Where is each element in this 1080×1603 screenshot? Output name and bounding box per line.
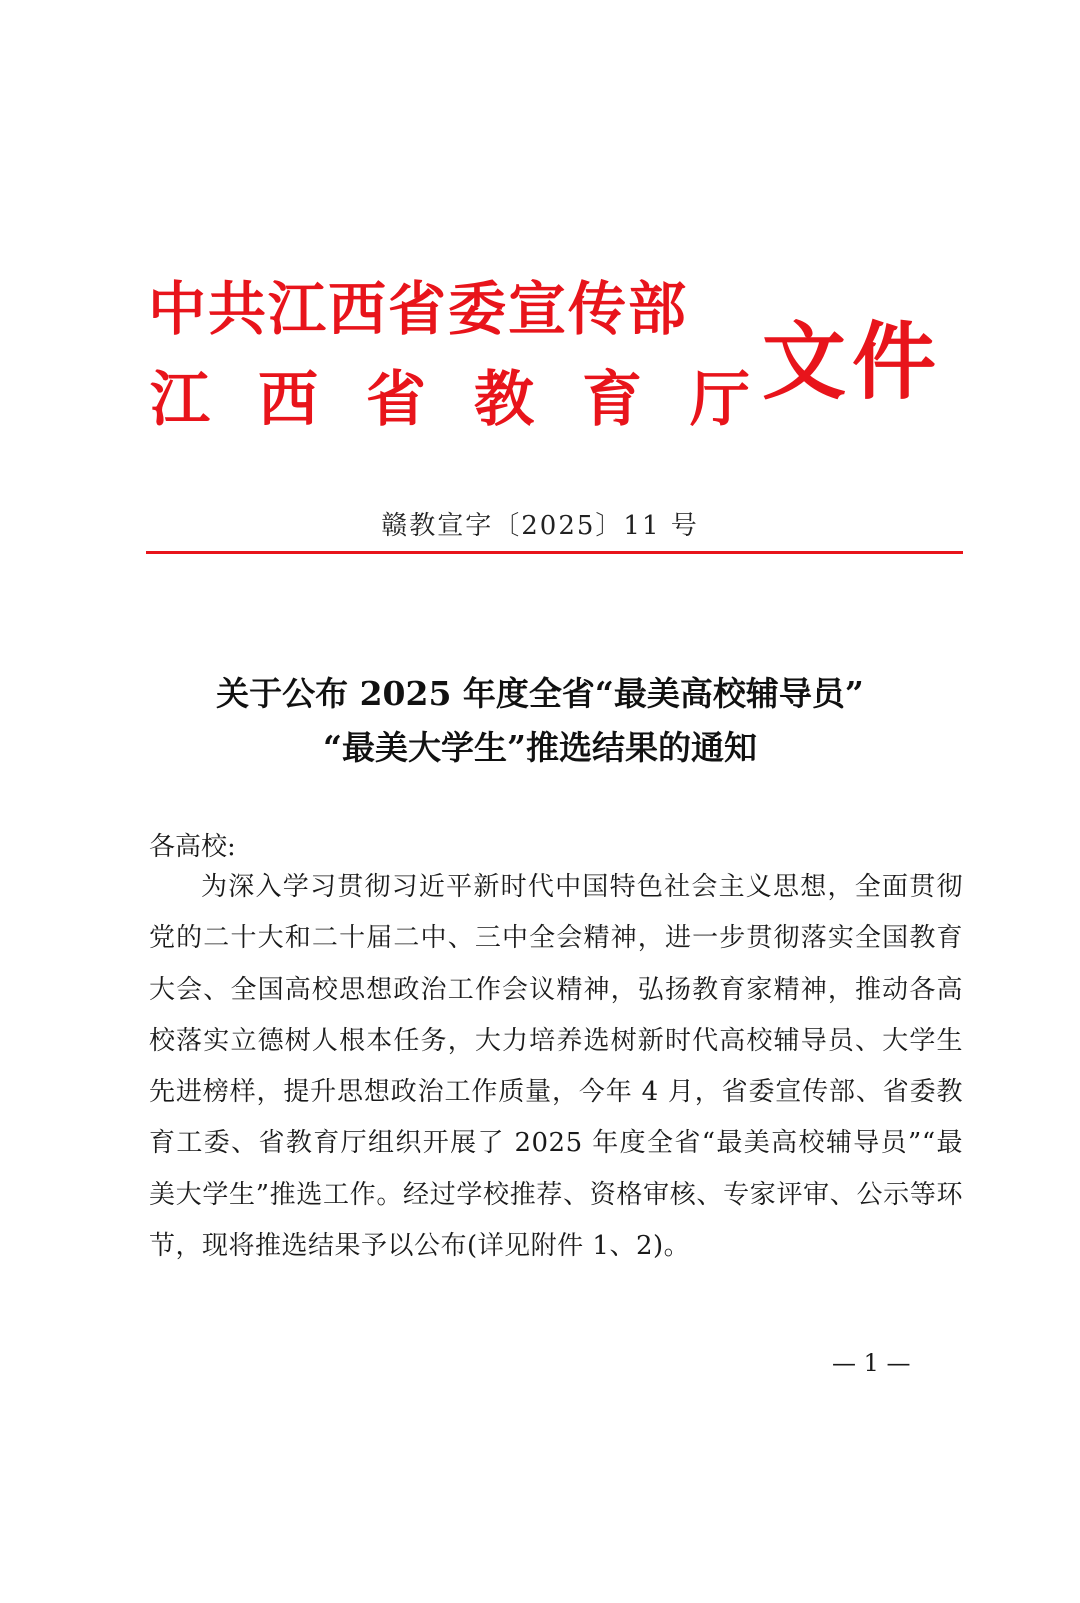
page-number: — 1 — bbox=[832, 1349, 911, 1377]
body-paragraph: 为深入学习贯彻习近平新时代中国特色社会主义思想，全面贯彻党的二十大和二十届二中、三中全会精神，进一步贯彻落实全国教育大会、全国高校思想政治工作会议精神，弘扬教育家精神，推动各高校落实立德树人根本任务，大力培养选树新时代高校辅导员、大学生先进榜样，提升思想政治工作质量，今年 4 月，省委宣传部、省委教育工委、省教育厅组织开展了 2025 年度全省“最美高校辅导员”“最美大学生”推选工作。经过学校推荐、资格审核、专家评审、公示等环节，现将推选结果予以公布(详见附件 1、2)。 bbox=[149, 872, 963, 1262]
notice-title-line-1: 关于公布 2025 年度全省“最美高校辅导员” bbox=[216, 674, 864, 713]
document-type-label: 文件 bbox=[762, 313, 943, 411]
notice-title-line-2: “最美大学生”推选结果的通知 bbox=[323, 728, 757, 767]
document-number: 赣教宣字〔2025〕11 号 bbox=[381, 511, 699, 541]
red-divider-line bbox=[146, 551, 963, 554]
issuer-line-1: 中共江西省委宣传部 bbox=[148, 275, 689, 343]
issuer-line-2: 江西省教育厅 bbox=[150, 365, 798, 435]
salutation: 各高校: bbox=[149, 832, 236, 862]
